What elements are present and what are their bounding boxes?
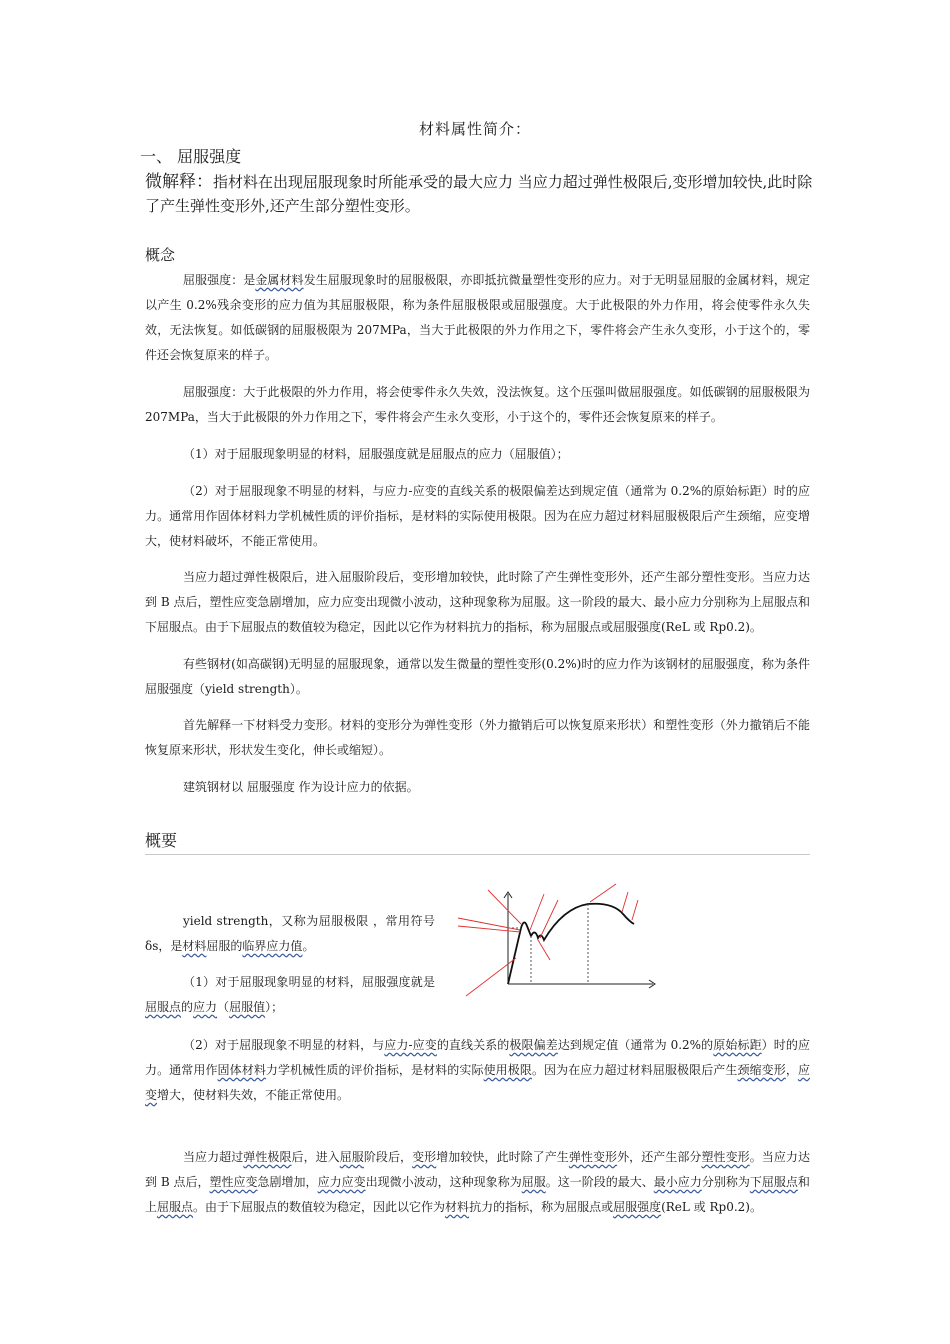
link-yield-point-2[interactable]: 屈服点 bbox=[157, 1200, 194, 1214]
link-necking[interactable]: 颈缩变形 bbox=[737, 1063, 786, 1077]
o2-text: 的 bbox=[181, 1000, 194, 1014]
o2-text: （1）对于屈服现象明显的材料，屈服强度就是 bbox=[183, 975, 435, 989]
o1-text: yield strength，又称为屈服极限 ，常用符号 δs，是 bbox=[145, 914, 435, 953]
link-metal-material[interactable]: 金属材料 bbox=[255, 273, 304, 287]
o4-text: 后，进入 bbox=[291, 1150, 340, 1164]
stress-strain-diagram bbox=[438, 866, 663, 1006]
link-limit-deviation[interactable]: 极限偏差 bbox=[509, 1038, 558, 1052]
link-stress-strain[interactable]: 应力-应变 bbox=[384, 1038, 437, 1052]
link-yield-2[interactable]: 屈服 bbox=[521, 1175, 546, 1189]
concept-heading: 概念 bbox=[145, 246, 176, 264]
link-yield[interactable]: 屈服 bbox=[339, 1150, 364, 1164]
o1-text: 。 bbox=[302, 939, 315, 953]
link-elastic-limit[interactable]: 弹性极限 bbox=[243, 1150, 292, 1164]
concept-paragraph-8: 建筑钢材以 屈服强度 作为设计应力的依据。 bbox=[183, 780, 419, 794]
stress-strain-curve bbox=[508, 904, 634, 984]
o3-text: 增大，使材料失效，不能正常使用。 bbox=[157, 1088, 350, 1102]
link-deformation[interactable]: 变形 bbox=[412, 1150, 437, 1164]
concept-paragraph-6: 有些钢材(如高碳钢)无明显的屈服现象，通常以发生微量的塑性变形(0.2%)时的应力作为该钢材的屈服强度，称为条件屈服强度（yield strength）。 bbox=[145, 657, 810, 696]
intro-lead: 微解释： bbox=[145, 172, 213, 192]
overview-paragraph-4 bbox=[145, 1145, 810, 1220]
o3-text: 达到规定值（通常为 0.2%的 bbox=[557, 1038, 714, 1052]
concept-paragraph-4: （2）对于屈服现象不明显的材料，与应力-应变的直线关系的极限偏差达到规定值（通常为 0.2%的原始标距）时的应力。通常用作固体材料力学机械性质的评价指标，是材料的实际使用极限。因为在应力超过材料屈服极限后产生颈缩，应变增大，使材料破坏，不能正常使用。 bbox=[145, 484, 810, 548]
o4-text: 急剧增加， bbox=[257, 1175, 318, 1189]
o2-text: （ bbox=[217, 1000, 230, 1014]
link-material[interactable]: 材料 bbox=[182, 939, 207, 953]
concept-paragraph-5: 当应力超过弹性极限后，进入屈服阶段后，变形增加较快，此时除了产生弹性变形外，还产生部分塑性变形。当应力达到 B 点后，塑性应变急剧增加，应力应变出现微小波动，这种现象称为屈服。这一阶段的最大、最小应力分别称为上屈服点和下屈服点。由于下屈服点的数值较为稳定，因此以它作为材料抗力的指标，称为屈服点或屈服强度(ReL 或 Rp0.2)。 bbox=[145, 570, 810, 634]
overview-paragraph-2 bbox=[145, 970, 435, 1020]
link-yield-point[interactable]: 屈服点 bbox=[145, 1000, 182, 1014]
o4-text: 阶段后， bbox=[363, 1150, 413, 1164]
link-yield-strength[interactable]: 屈服强度 bbox=[613, 1200, 662, 1214]
link-yield-value[interactable]: 屈服值 bbox=[229, 1000, 266, 1014]
concept-paragraph-7: 首先解释一下材料受力变形。材料的变形分为弹性变形（外力撤销后可以恢复原来形状）和塑性变形（外力撤销后不能恢复原来形状，形状发生变化，伸长或缩短）。 bbox=[145, 718, 810, 757]
annotation-arrows bbox=[458, 884, 638, 996]
link-plastic-strain[interactable]: 塑性应变 bbox=[209, 1175, 258, 1189]
overview-paragraph-3 bbox=[145, 1033, 810, 1108]
link-stress-strain-2[interactable]: 应力应变 bbox=[317, 1175, 366, 1189]
o2-text: ）； bbox=[265, 1000, 284, 1014]
o4-text: 外，还产生部分 bbox=[617, 1150, 702, 1164]
concept-paragraph-2: 屈服强度：大于此极限的外力作用，将会使零件永久失效，没法恢复。这个压强叫做屈服强度。如低碳钢的屈服极限为 207MPa，当大于此极限的外力作用之下，零件将会产生永久变形，小于这个的，零件还会恢复原来的样子。 bbox=[145, 385, 810, 424]
o3-text: ， bbox=[785, 1063, 798, 1077]
o3-text: 。因为在应力超过材料屈服极限后产生 bbox=[531, 1063, 738, 1077]
o4-text: 和上 bbox=[145, 1175, 810, 1214]
overview-heading: 概要 bbox=[145, 831, 178, 850]
link-solid-material[interactable]: 固体材料 bbox=[217, 1063, 266, 1077]
o4-text: 。这一阶段的最大、 bbox=[545, 1175, 654, 1189]
o4-text: 。由于下屈服点的数值较为稳定，因此以它作为 bbox=[193, 1200, 446, 1214]
o3-text: 力学机械性质的评价指标，是材料的实际 bbox=[265, 1063, 484, 1077]
o1-text: 屈服的 bbox=[206, 939, 243, 953]
o4-text: 增加较快，此时除了产生 bbox=[436, 1150, 569, 1164]
link-elastic-deformation[interactable]: 弹性变形 bbox=[568, 1150, 618, 1164]
o3-text: 的直线关系的 bbox=[436, 1038, 510, 1052]
overview-paragraph-1 bbox=[145, 909, 435, 959]
page-title: 材料属性简介： bbox=[418, 120, 531, 138]
o4-text: 抗力的指标，称为屈服点或 bbox=[469, 1200, 614, 1214]
o4-text: (ReL 或 Rp0.2)。 bbox=[661, 1200, 762, 1214]
concept-paragraph-1 bbox=[145, 268, 810, 368]
o4-text: 分别称为 bbox=[701, 1175, 750, 1189]
link-critical-stress[interactable]: 临界应力值 bbox=[242, 939, 303, 953]
o3-text: （2）对于屈服现象不明显的材料，与 bbox=[183, 1038, 385, 1052]
link-stress[interactable]: 应力 bbox=[193, 1000, 218, 1014]
link-plastic-deformation[interactable]: 塑性变形 bbox=[701, 1150, 750, 1164]
section-heading-yield-strength: 一、 屈服强度 bbox=[140, 147, 242, 166]
link-material-2[interactable]: 材料 bbox=[445, 1200, 470, 1214]
concept-p1-text-b: 发生屈服现象时的屈服极限，亦即抵抗微量塑性变形的应力。对于无明显屈服的金属材料，规定以产生 0.2%残余变形的应力值为其屈服极限，称为条件屈服极限或屈服强度。大于此极限的外力作用，将会使零件永久失效，无法恢复。如低碳钢的屈服极限为 207MPa，当大于此极限的外力作用之下，零件将会产生永久变形，小于这个的，零件还会恢复原来的样子。 bbox=[145, 273, 810, 362]
intro-text: 指材料在出现屈服现象时所能承受的最大应力 当应力超过弹性极限后,变形增加较快,此时除了产生弹性变形外,还产生部分塑性变形。 bbox=[145, 173, 813, 215]
o3-text: ）时的应力。通常用作 bbox=[145, 1038, 810, 1077]
o4-text: 出现微小波动，这种现象称为 bbox=[365, 1175, 522, 1189]
intro-paragraph bbox=[145, 170, 815, 218]
link-strain[interactable]: 应变 bbox=[145, 1063, 810, 1102]
o4-text: 当应力超过 bbox=[183, 1150, 244, 1164]
link-original-gauge[interactable]: 原始标距 bbox=[713, 1038, 762, 1052]
concept-paragraph-3: （1）对于屈服现象明显的材料，屈服强度就是屈服点的应力（屈服值）； bbox=[183, 447, 569, 461]
section-divider bbox=[145, 854, 810, 855]
link-lower-yield-point[interactable]: 下屈服点 bbox=[749, 1175, 798, 1189]
link-use-limit[interactable]: 使用极限 bbox=[483, 1063, 532, 1077]
o4-text: 。当应力达到 B 点后， bbox=[145, 1150, 810, 1189]
link-min-stress[interactable]: 最小应力 bbox=[653, 1175, 702, 1189]
concept-p1-text-a: 屈服强度：是 bbox=[183, 273, 256, 287]
